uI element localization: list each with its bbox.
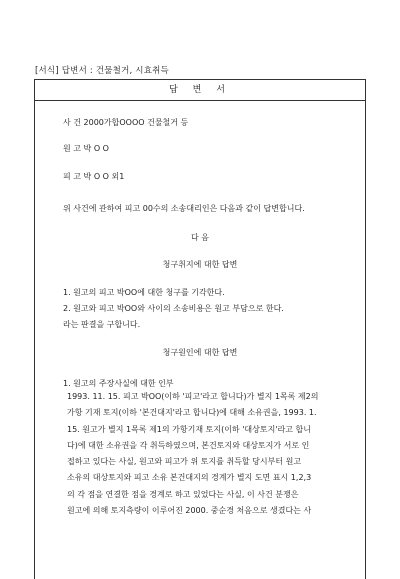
plaintiff-line: 원 고 박 O O	[63, 144, 109, 153]
form-label: [서식] 답변서 : 건물철거, 시효취득	[35, 66, 169, 76]
intro-text: 위 사건에 관하여 피고 00수의 소송대리인은 다음과 같이 답변합니다.	[63, 204, 305, 213]
body-line: 의 각 점을 연결한 점을 경계로 하고 있었다는 사실, 이 사건 분쟁은	[67, 489, 299, 499]
body-line: 원고에 의해 토지측량이 이루어진 2000. 중순경 처음으로 생겼다는 사	[67, 506, 312, 516]
next-heading: 다 음	[191, 233, 209, 242]
item1-heading: 1. 원고의 주장사실에 대한 인부	[63, 379, 174, 388]
body-line: 가항 기재 토지(이하 '본건대지'라고 합니다)에 대해 소유권을, 1993. 1.	[67, 408, 317, 418]
claim-item-1: 1. 원고의 피고 박OO에 대한 청구를 기각한다.	[63, 288, 225, 297]
section-heading-claims: 청구취지에 대한 답변	[162, 260, 238, 269]
body-paragraph	[67, 389, 357, 519]
case-line: 사 건 2000가합OOOO 건물철거 등	[63, 118, 189, 127]
body-line: 15. 원고가 별지 1목록 제1의 가항기재 토지(이하 '대상토지'라고 합니	[67, 424, 311, 434]
body-line: 소유의 대상토지와 피고 소유 본건대지의 경계가 별지 도면 표시 1,2,3	[67, 473, 312, 483]
defendant-line: 피 고 박 O O 외1	[63, 172, 125, 181]
document-box	[34, 79, 366, 579]
claim-conclusion: 라는 판결을 구합니다.	[63, 320, 141, 329]
document-title: 답 변 서	[35, 80, 365, 101]
section-heading-cause: 청구원인에 대한 답변	[162, 348, 238, 357]
body-line: 다)에 대한 소유권을 각 취득하였으며, 본건토지와 대상토지가 서로 인	[67, 440, 310, 450]
body-line: 접하고 있다는 사실, 원고와 피고가 위 토지를 취득할 당시부터 원고	[67, 457, 302, 467]
claim-item-2: 2. 원고와 피고 박OO와 사이의 소송비용은 원고 부담으로 한다.	[63, 304, 284, 313]
body-line: 1993. 11. 15. 피고 박OO(이하 '피고'라고 합니다)가 별지 1목록 제2의	[67, 392, 319, 401]
